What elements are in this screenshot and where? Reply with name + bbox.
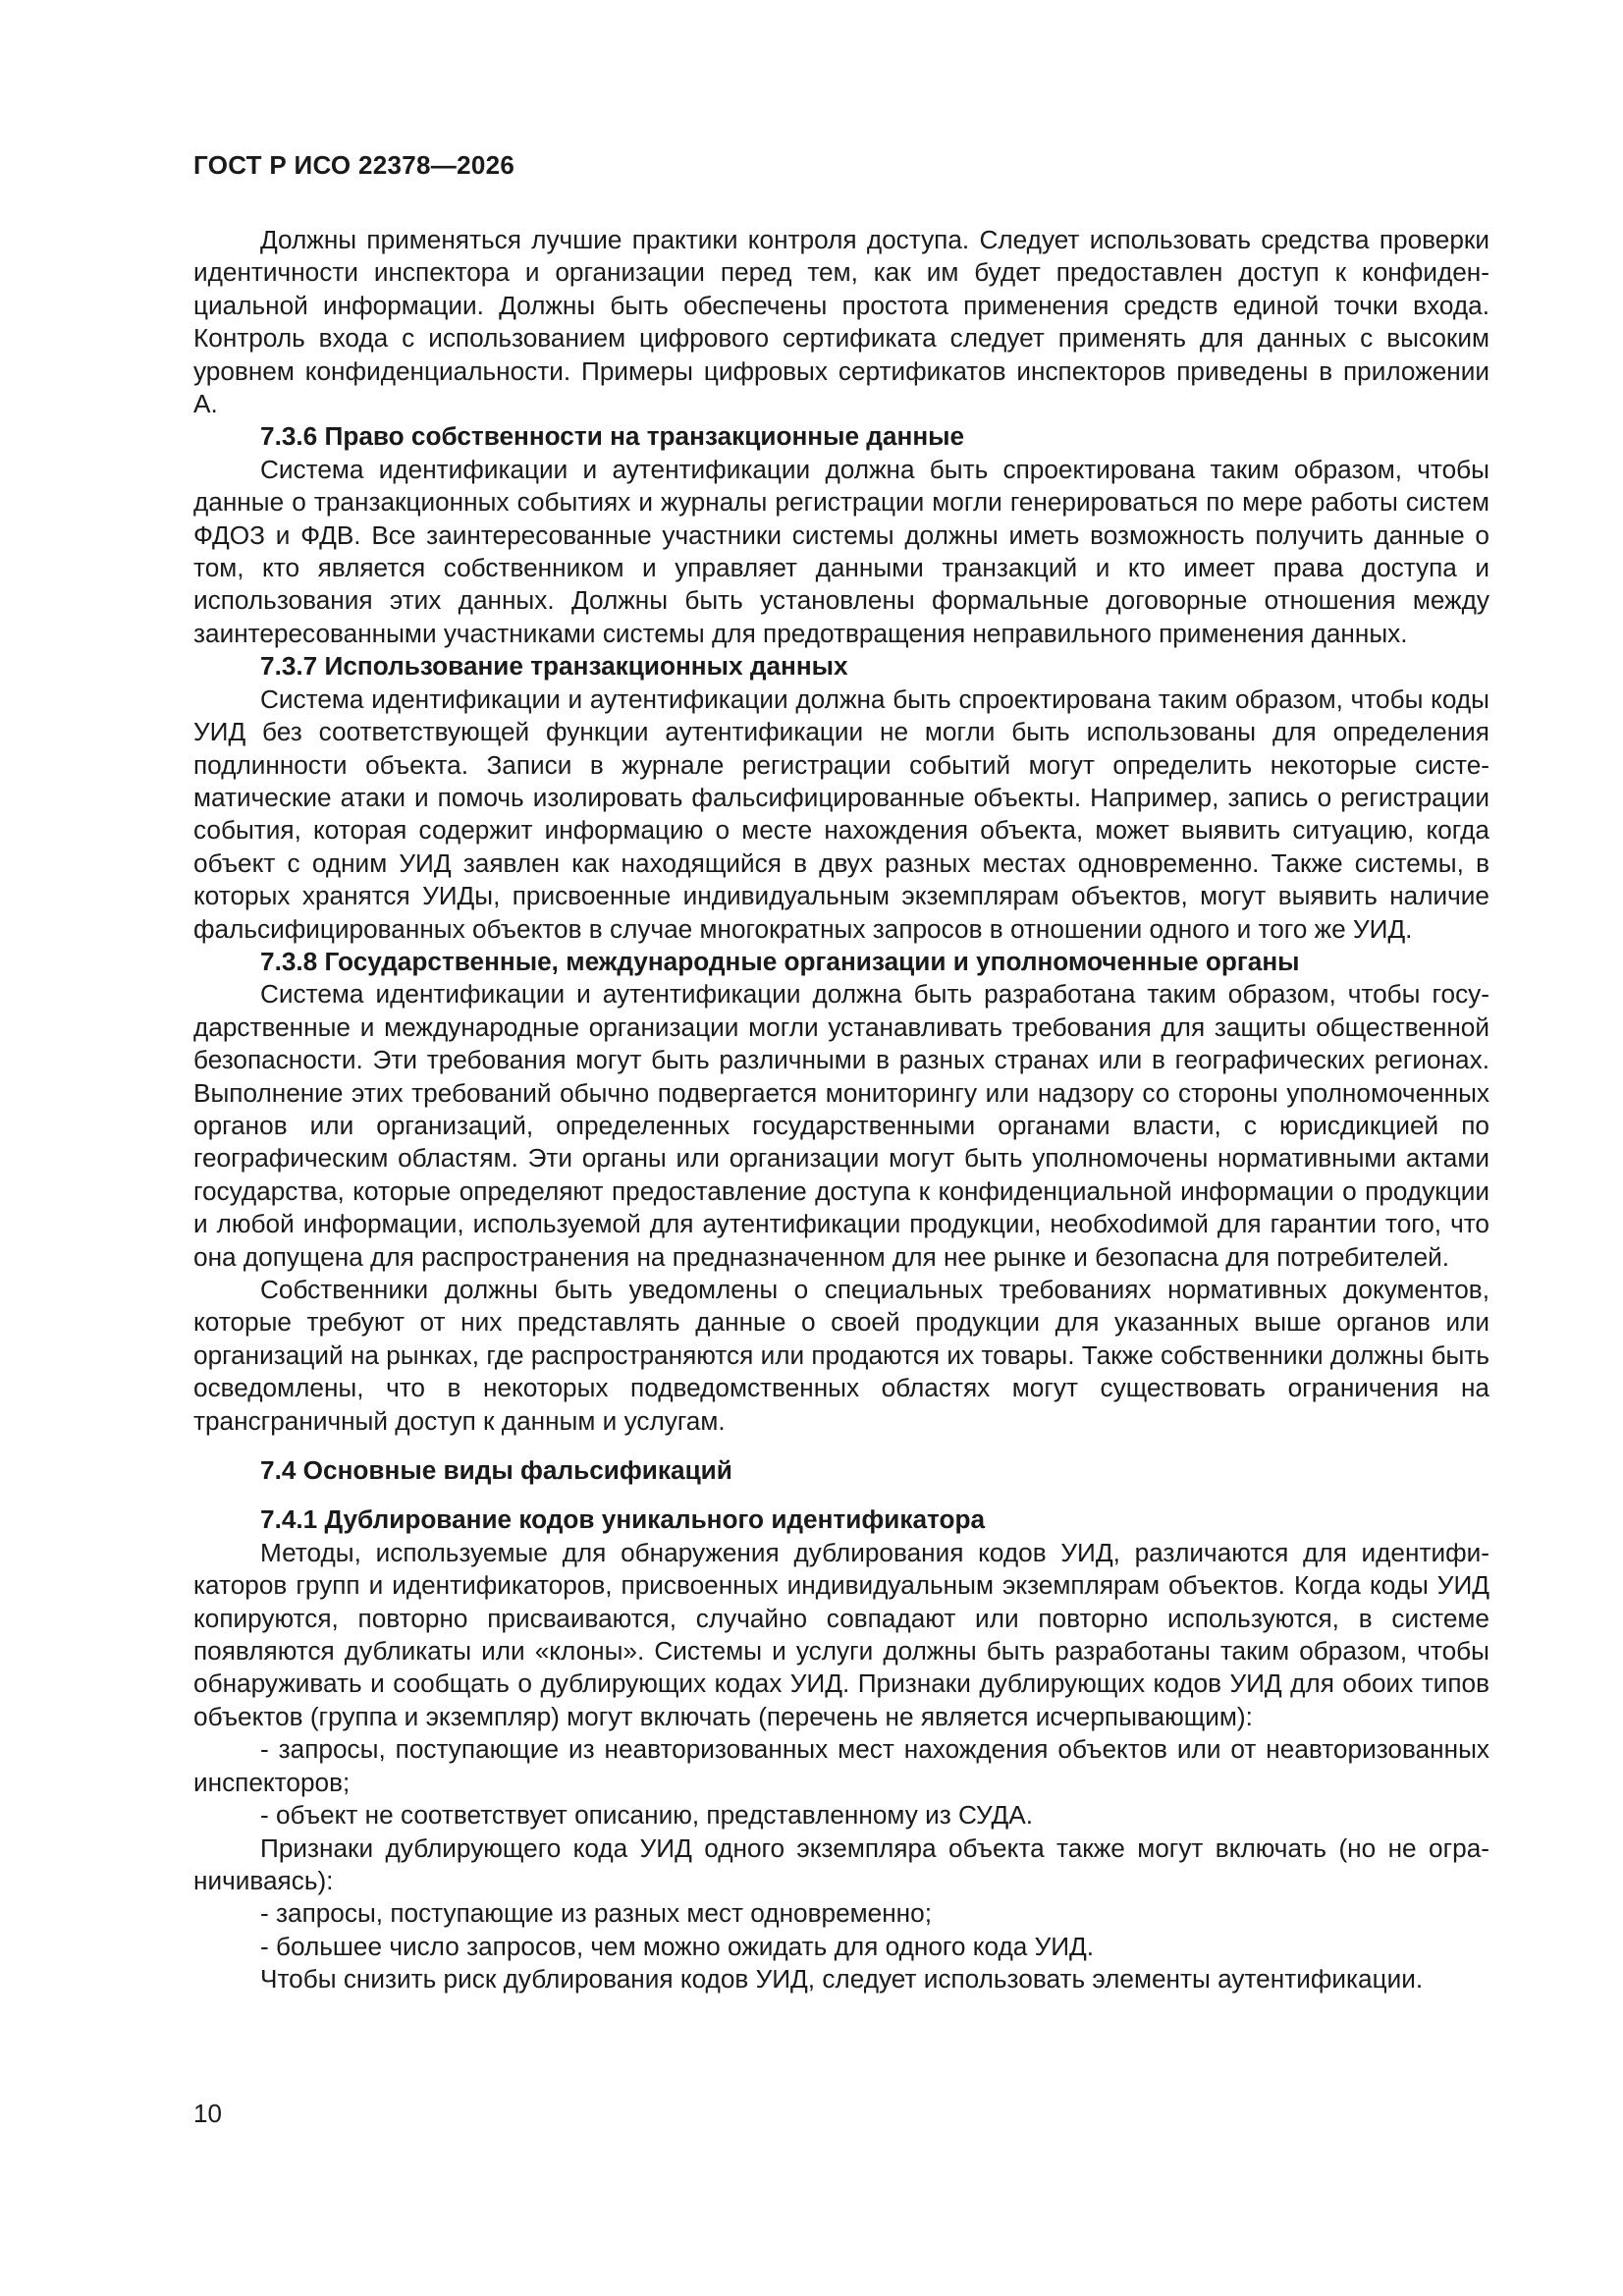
section-heading-7-4-1: 7.4.1 Дублирование кодов уникального идентификатора — [260, 1504, 986, 1535]
paragraph-7-3-6: Система идентификации и аутентификации должна быть спроектирована таким образом, чтобы данные о транзакционных событиях и журналы регистрации могли генерироваться по мере работы систем ФДОЗ и ФДВ. Все заинтересованные участники системы должны иметь возможность получить данные о том, кто является собственником и управляет данными транзакций и кто имеет права доступа и использования этих данных. Должны быть установлены формальные договорные отношения между заинтересованными участниками системы для предотвращения неправильного применения данных. — [193, 454, 1489, 648]
list-item: - объект не соответствует описанию, представленному из СУДА. — [260, 1800, 1033, 1831]
list-item: - запросы, поступающие из неавторизованных мест нахождения объектов или от неавторизованных инспекторов; — [193, 1734, 1489, 1797]
paragraph-7-3-8-a: Система идентификации и аутентификации должна быть разработана таким образом, чтобы государственные и международные организации могли устанавливать требования для защиты общественной безопасности. Эти требования могут быть различными в разных странах или в географических регионах. Выполнение этих требований обычно подвергается мониторингу или надзору со стороны уполномоченных органов или организаций, определенных государственными органами власти, с юрисдикцией по географическим областям. Эти органы или организации могут быть уполномочены нормативными актами государства, которые определяют предоставление доступа к конфиденциальной информации о продукции и любой информации, используемой для аутентификации продукции, необхоdимой для гарантии того, что она допущена для распространения на предназначенном для нее рынке и безопасна для потребителей. — [193, 979, 1489, 1272]
paragraph-7-3-7: Система идентификации и аутентификации должна быть спроектирована таким образом, чтобы коды УИД без соответствующей функции аутентификации не могли быть использованы для определения подлинности объекта. Записи в журнале регистрации событий могут определить некоторые систематические атаки и помочь изолировать фальсифицированные объекты. Например, запись о регистрации события, которая содержит информацию о месте нахождения объекта, может выявить ситуацию, когда объект с одним УИД заявлен как находящийся в двух разных местах одновременно. Также системы, в которых хранятся УИДы, присвоенные индивидуальным экземплярам объектов, могут выявить наличие фальсифицированных объектов в случае многократных запросов в отношении одного и того же УИД. — [193, 683, 1489, 944]
section-heading-7-3-6: 7.3.6 Право собственности на транзакционные данные — [260, 421, 965, 452]
document-header: ГОСТ Р ИСО 22378—2026 — [193, 150, 515, 180]
page-number: 10 — [193, 2099, 222, 2128]
section-heading-7-3-8: 7.3.8 Государственные, международные организации и уполномоченные органы — [260, 946, 1300, 976]
list-item: - запросы, поступающие из разных мест одновременно; — [260, 1898, 932, 1929]
paragraph-7-4-1-c: Чтобы снизить риск дублирования кодов УИД, следует использовать элементы аутентификации. — [260, 1964, 1424, 1995]
section-heading-7-4: 7.4 Основные виды фальсификаций — [260, 1455, 732, 1486]
paragraph-7-4-1-a: Методы, используемые для обнаружения дублирования кодов УИД, различаются для идентификаторов групп и идентификаторов, присвоенных индивидуальным экземплярам объектов. Когда коды УИД копируются, повторно присваиваются, случайно совпадают или повторно используются, в системе появляются дубликаты или «клоны». Системы и услуги должны быть разработаны таким образом, чтобы обнаруживать и сообщать о дублирующих кодах УИД. Признаки дублирующих кодов УИД для обоих типов объектов (группа и экземпляр) могут включать (перечень не является исчерпывающим): — [193, 1537, 1489, 1731]
paragraph-7-3-8-b: Собственники должны быть уведомлены о специальных требованиях нормативных документов, которые требуют от них представлять данные о своей продукции для указанных выше органов или организаций на рынках, где распространяются или продаются их товары. Также собственники должны быть осведомлены, что в некоторых подведомственных областях могут существовать ограничения на трансграничный доступ к данным и услугам. — [193, 1275, 1489, 1436]
list-item: - большее число запросов, чем можно ожидать для одного кода УИД. — [260, 1931, 1095, 1961]
section-heading-7-3-7: 7.3.7 Использование транзакционных данных — [260, 651, 848, 682]
document-body — [193, 224, 1489, 1996]
paragraph-7-4-1-b: Признаки дублирующего кода УИД одного экземпляра объекта также могут включать (но не ограничиваясь): — [193, 1832, 1489, 1895]
paragraph-intro: Должны применяться лучшие практики контроля доступа. Следует использовать средства проверки идентичности инспектора и организации перед тем, как им будет предоставлен доступ к конфиденциальной информации. Должны быть обеспечены простота применения средств единой точки входа. Контроль входа с использованием цифрового сертификата следует применять для данных с высоким уровнем конфиденциальности. Примеры цифровых сертификатов инспекторов приведены в приложении А. — [193, 225, 1489, 419]
